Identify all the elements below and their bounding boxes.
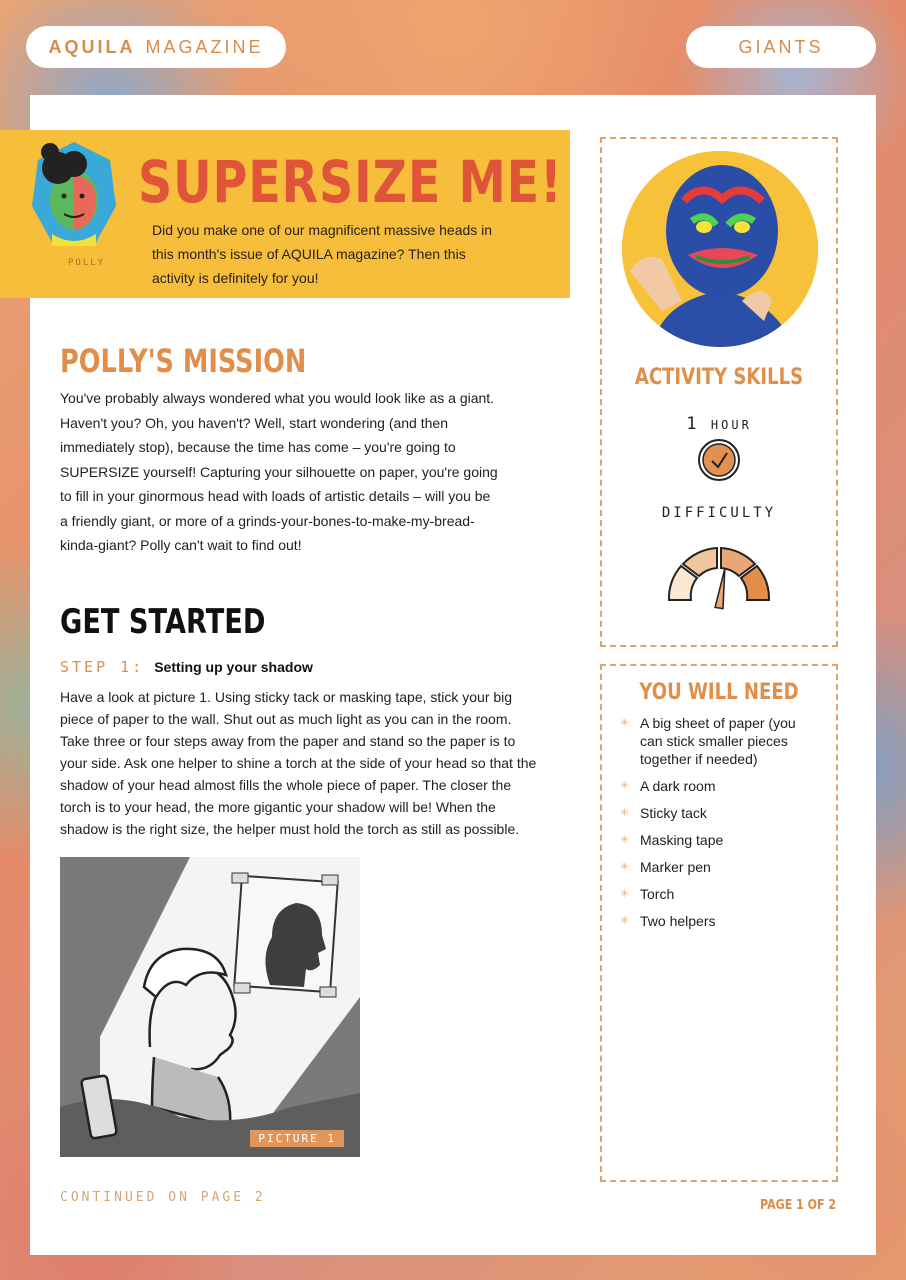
giant-head-photo [622, 151, 818, 347]
list-item: ✳ Masking tape [620, 831, 820, 849]
picture-1-illustration [60, 857, 360, 1157]
continued-note: CONTINUED ON PAGE 2 [60, 1190, 266, 1205]
step-1-text: Have a look at picture 1. Using sticky tack or masking tape, stick your big piece of paper to the wall. Shut out as much light as you can in the room. Take three or four steps away from the paper and stand so the paper is to your side. Ask one helper to shine a torch at the side of your head so that the shadow of your head almost fills the whole piece of paper. The closer the torch is to your head, the more gigantic your shadow will be! When the shadow is the right size, the helper must hold the torch as still as possible. [60, 689, 537, 837]
page-title: SUPERSIZE ME! [138, 148, 563, 216]
duration-unit: HOUR [710, 418, 752, 432]
intro-text: Did you make one of our magnificent massive heads in this month's issue of AQUILA magazine? Then this activity is definitely for you! [152, 222, 493, 286]
difficulty-label: DIFFICULTY [661, 505, 777, 521]
duration-number: 1 [686, 414, 700, 434]
step-title: Setting up your shadow [154, 659, 313, 675]
list-item: ✳ Torch [620, 885, 820, 903]
picture-caption: PICTURE 1 [250, 1130, 344, 1147]
brand-suffix: MAGAZINE [145, 36, 264, 57]
brand-name: AQUILA [48, 36, 136, 57]
polly-label: POLLY [68, 258, 106, 268]
list-item: ✳ A big sheet of paper (you can stick smaller pieces together if needed) [620, 714, 820, 768]
page-number: PAGE 1 OF 2 [760, 1198, 837, 1213]
mission-text: You've probably always wondered what you would look like as a giant. Haven't you? Oh, you haven't? Well, start wondering (and then immediately stop), because the time has come – you're going to SUPERSIZE yourself! Capturing your silhouette on paper, you're going to fill in your ginormous head with loads of artistic details – will you be a friendly giant, or more of a grinds-your-bones-to-make-my-bread-kinda-giant? Polly can't wait to find out! [60, 390, 498, 553]
polly-avatar-icon [24, 134, 124, 274]
magazine-brand-pill [26, 26, 286, 68]
activity-skills-heading: ACTIVITY SKILLS [634, 365, 804, 390]
step-label: STEP 1: [60, 658, 145, 676]
needed-items-list [620, 714, 820, 939]
mission-heading: POLLY'S MISSION [60, 342, 307, 380]
you-will-need-heading: YOU WILL NEED [639, 680, 799, 705]
list-item: ✳ A dark room [620, 777, 820, 795]
clock-icon [696, 437, 742, 488]
list-item: ✳ Sticky tack [620, 804, 820, 822]
get-started-heading: GET STARTED [60, 602, 266, 642]
step-1-header [60, 658, 313, 676]
duration [600, 414, 838, 434]
list-item: ✳ Marker pen [620, 858, 820, 876]
section-pill: GIANTS [686, 26, 876, 68]
difficulty-gauge-icon [663, 538, 775, 615]
list-item: ✳ Two helpers [620, 912, 820, 930]
